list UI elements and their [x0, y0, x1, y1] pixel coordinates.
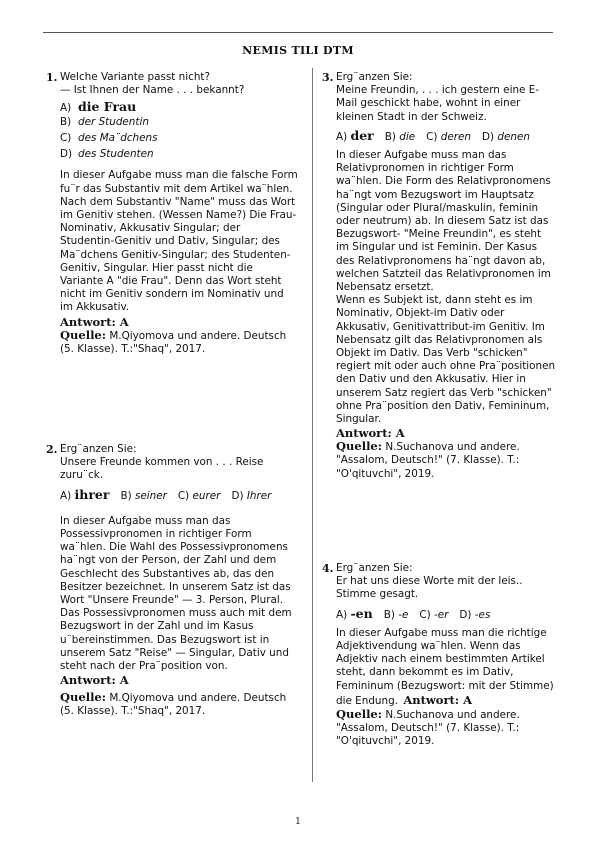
option-a[interactable]: A) ihrer: [60, 486, 110, 502]
source-label: Quelle:: [336, 707, 382, 722]
option-list: [336, 607, 556, 622]
question-4: [322, 562, 556, 749]
answer: Antwort: A: [403, 692, 473, 707]
source: [336, 708, 556, 749]
answer: Antwort: A: [336, 426, 405, 441]
explanation: In dieser Aufgabe muss man die falsche Form fu¨r das Substantiv mit dem Artikel wa¨hlen. Nach dem Substantiv "Name" muss das Wort im Genitiv stehen. (Wessen Name?) Die Frau- Nominativ, Akkusativ Singular; der Studentin-Genitiv und Dativ, Singular; des Ma¨dchens Genitiv-Singular; des Studenten-Genitiv, Singular. Hier passt nicht die Variante A "die Frau". Denn das Wort steht nicht im Genitiv sondern im Nominativ und im Akkusativ.: [60, 169, 298, 314]
question-stem-line: Erg¨anzen Sie:: [60, 443, 137, 455]
question-stem-line: Welche Variante passt nicht?: [60, 71, 211, 83]
explanation: In dieser Aufgabe muss man die richtige Adjektivendung wa¨hlen. Wenn das Adjektiv nach einem bestimmten Artikel steht, dann bekommt es im Dativ, Femininum (Bezugswort: mit der Stimme) die Endung. Antwort: A: [336, 626, 554, 707]
explanation: In dieser Aufgabe muss man das Relativpronomen in richtiger Form wa¨hlen. Die Form des Relativpronomens ha¨ngt vom Bezugswort im Hauptsatz (Singular oder Plural/maskulin, feminin oder neutrum) ab. In diesem Satz ist das Bezugswort- "Meine Freundin", es steht im Singular und ist Feminin. Der Kasus des Relativpronomens ha¨ngt davon ab, welchen Satzteil das Relativpronomen im Nebensatz ersetzt. Wenn es Subjekt ist, dann steht es im Nominativ, Objekt-im Dativ oder Akkusativ, Genitivattribut-im Genitiv. Im Nebensatz gilt das Relativpronomen als Objekt im Dativ. Das Verb "schicken" regiert mit oder auch ohne Pra¨positionen den Dativ und den Akkusativ. Hier in unserem Satz regiert das Verb "schicken" ohne Pra¨position den Dativ, Femininum, Singular.: [336, 149, 556, 426]
source-text: N.Suchanova und andere. "Assalom, Deutsch!" (7. Klasse). T.: "O'qituvchi", 2019.: [336, 441, 520, 480]
option-c[interactable]: C) deren: [426, 130, 472, 143]
source-label: Quelle:: [336, 439, 382, 454]
option-b[interactable]: B) die: [384, 130, 416, 143]
question-number: 1.: [46, 71, 58, 84]
option-d[interactable]: D) denen: [482, 130, 530, 143]
source: [60, 691, 298, 718]
explanation: In dieser Aufgabe muss man das Possessivpronomen in richtiger Form wa¨hlen. Die Wahl des Possessivpronomens ha¨ngt von der Person, der Zahl und dem Geschlecht des Substantives ab, das den Besitzer bezeichnet. In unserem Satz ist das Wort "Unsere Freunde" — 3. Person, Plural. Das Possessivpronomen muss auch mit dem Bezugswort in der Zahl und im Kasus u¨bereinstimmen. Das Bezugswort ist in unserem Satz "Reise" — Singular, Dativ und steht nach der Pra¨position von.: [60, 514, 292, 673]
source-text: M.Qiyomova und andere. Deutsch (5. Klasse). T.:"Shaq", 2017.: [60, 692, 287, 718]
question-stem-line: Erg¨anzen Sie:: [336, 71, 413, 83]
option-list: [60, 100, 298, 164]
option-a[interactable]: A) -en: [336, 605, 373, 621]
option-b[interactable]: B) der Studentin: [60, 116, 149, 129]
option-d[interactable]: D) Ihrer: [231, 489, 272, 502]
source: [60, 329, 298, 356]
header-rule: [43, 32, 553, 33]
question-number: 4.: [322, 562, 334, 575]
option-list: [60, 488, 298, 503]
source-text: M.Qiyomova und andere. Deutsch (5. Klasse). T.:"Shaq", 2017.: [60, 329, 287, 355]
question-stem-line: Unsere Freunde kommen von . . . Reise zuru¨ck.: [60, 456, 264, 482]
page-title: NEMIS TILI DTM: [242, 44, 354, 57]
source-label: Quelle:: [60, 327, 106, 342]
option-c[interactable]: C) des Ma¨dchens: [60, 132, 158, 145]
answer: Antwort: A: [60, 314, 129, 329]
question-3: [322, 71, 556, 481]
option-c[interactable]: C) -er: [419, 608, 449, 621]
option-a[interactable]: A) der: [336, 127, 374, 143]
page-number: 1: [295, 817, 301, 827]
option-d[interactable]: D) des Studenten: [60, 148, 154, 161]
question-stem-line: — Ist Ihnen der Name . . . bekannt?: [60, 84, 245, 97]
source-label: Quelle:: [60, 690, 106, 705]
question-1: [46, 71, 298, 356]
option-d[interactable]: D) -es: [459, 608, 491, 621]
question-number: 3.: [322, 71, 334, 84]
column-divider: [312, 68, 313, 782]
option-b[interactable]: B) -e: [383, 608, 409, 621]
option-list: [336, 129, 556, 144]
source-text: N.Suchanova und andere. "Assalom, Deutsch!" (7. Klasse). T.: "O'qituvchi", 2019.: [336, 709, 520, 748]
question-number: 2.: [46, 443, 58, 456]
question-stem-line: Erg¨anzen Sie:: [336, 562, 413, 574]
question-2: [46, 443, 298, 719]
option-a[interactable]: A) die Frau: [60, 99, 137, 115]
question-stem-line: Meine Freundin, . . . ich gestern eine E-Mail geschickt habe, wohnt in einer kleinen Stadt in der Schweiz.: [336, 84, 540, 123]
answer: Antwort: A: [60, 673, 129, 688]
option-c[interactable]: C) eurer: [177, 489, 221, 502]
source: [336, 440, 556, 481]
question-stem-line: Er hat uns diese Worte mit der leis.. Stimme gesagt.: [336, 575, 523, 601]
option-b[interactable]: B) seiner: [120, 489, 167, 502]
